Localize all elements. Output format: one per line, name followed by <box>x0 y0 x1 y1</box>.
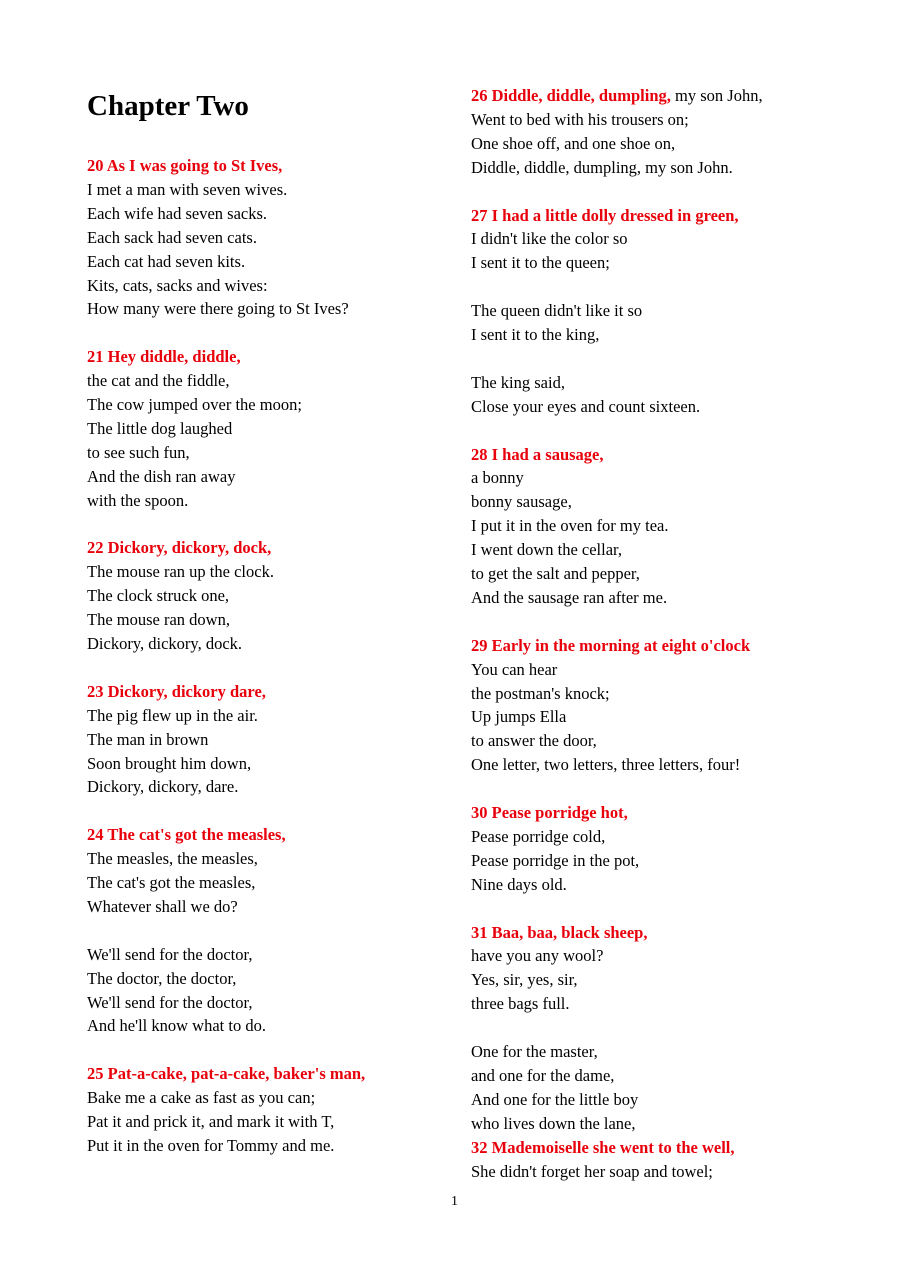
verse-line: And the sausage ran after me. <box>471 587 668 607</box>
rhyme-heading: 20 As I was going to St Ives, <box>87 156 283 175</box>
verse-line: have you any wool? <box>471 946 604 966</box>
verse-line: The cat's got the measles, <box>87 873 256 892</box>
verse-line: Pat it and prick it, and mark it with T, <box>87 1112 335 1131</box>
verse-line: Whatever shall we do? <box>87 896 238 916</box>
verse-line: I met a man with seven wives. <box>87 179 288 199</box>
rhyme-heading: 21 Hey diddle, diddle, <box>87 347 241 367</box>
verse-line: The king said, <box>471 372 565 392</box>
rhyme-heading: 25 Pat-a-cake, pat-a-cake, baker's man, <box>87 1064 366 1084</box>
verse-line: a bonny <box>471 468 524 488</box>
verse-line: The little dog laughed <box>87 418 233 438</box>
rhyme-heading: 30 Pease porridge hot, <box>471 803 628 822</box>
rhyme-heading: 23 Dickory, dickory dare, <box>87 681 266 701</box>
verse-line: Bake me a cake as fast as you can; <box>87 1088 316 1108</box>
verse-line: Each cat had seven kits. <box>87 251 246 271</box>
verse-line: three bags full. <box>471 994 570 1014</box>
page-number: 1 <box>451 1194 458 1209</box>
rhyme-heading: 22 Dickory, dickory, dock, <box>87 538 272 558</box>
rhyme-heading-line <box>471 801 628 825</box>
verse-line: She didn't forget her soap and towel; <box>471 1161 713 1181</box>
verse-line: And one for the little boy <box>471 1089 639 1109</box>
verse-line: Each wife had seven sacks. <box>87 203 268 223</box>
verse-line: Pease porridge in the pot, <box>471 850 640 870</box>
verse-line: The queen didn't like it so <box>471 301 643 321</box>
rhyme-heading: 31 Baa, baa, black sheep, <box>471 922 648 942</box>
verse-line: The doctor, the doctor, <box>87 968 237 988</box>
verse-line: Yes, sir, yes, sir, <box>471 970 578 990</box>
verse-line: The mouse ran down, <box>87 610 230 630</box>
verse-line: with the spoon. <box>87 490 189 510</box>
verse-line: Up jumps Ella <box>471 707 567 727</box>
verse-line: Went to bed with his trousers on; <box>471 109 689 129</box>
verse-line: The mouse ran up the clock. <box>87 562 274 582</box>
rhyme-heading: 28 I had a sausage, <box>471 444 604 464</box>
rhyme-heading-line <box>87 345 241 369</box>
rhyme-heading-line <box>471 84 763 108</box>
verse-line: And the dish ran away <box>87 466 236 486</box>
verse-line: And he'll know what to do. <box>87 1016 266 1036</box>
verse-line: to see such fun, <box>87 442 190 462</box>
verse-line: who lives down the lane, <box>471 1113 636 1133</box>
verse-line: I sent it to the queen; <box>471 253 610 273</box>
verse-line: the postman's knock; <box>471 683 610 703</box>
rhyme-heading: 29 Early in the morning at eight o'clock <box>471 635 751 655</box>
rhyme-heading-line <box>471 634 750 658</box>
verse-line: One shoe off, and one shoe on, <box>471 133 676 153</box>
rhyme-heading-line <box>87 680 266 704</box>
verse-line: Kits, cats, sacks and wives: <box>87 275 268 295</box>
verse-line: I put it in the oven for my tea. <box>471 516 669 536</box>
chapter-title: Chapter Two <box>87 90 249 122</box>
rhyme-heading-line <box>87 536 271 560</box>
verse-line: Each sack had seven cats. <box>87 227 257 247</box>
verse-line: I went down the cellar, <box>471 540 622 560</box>
verse-line: Soon brought him down, <box>87 753 252 773</box>
verse-line: bonny sausage, <box>471 492 572 512</box>
verse-line: Put it in the oven for Tommy and me. <box>87 1135 335 1155</box>
verse-line: Dickory, dickory, dare. <box>87 777 239 797</box>
rhyme-heading-rest: my son John, <box>670 86 763 105</box>
rhyme-heading-line <box>87 1062 365 1086</box>
verse-line: Dickory, dickory, dock. <box>87 634 243 653</box>
rhyme-heading-line <box>471 921 648 945</box>
rhyme-heading-line <box>471 1136 735 1160</box>
rhyme-heading: 26 Diddle, diddle, dumpling, <box>471 86 671 105</box>
rhyme-heading: 32 Mademoiselle she went to the well, <box>471 1137 735 1157</box>
verse-line: Close your eyes and count sixteen. <box>471 396 701 416</box>
verse-line: One letter, two letters, three letters, four! <box>471 755 741 775</box>
rhyme-heading-line <box>471 443 604 467</box>
verse-line: to get the salt and pepper, <box>471 564 640 583</box>
verse-line: The pig flew up in the air. <box>87 705 258 725</box>
verse-line: the cat and the fiddle, <box>87 371 230 391</box>
verse-line: The man in brown <box>87 729 209 749</box>
verse-line: How many were there going to St Ives? <box>87 299 349 319</box>
verse-line: I sent it to the king, <box>471 325 600 344</box>
rhyme-heading-line <box>87 154 282 178</box>
rhyme-heading: 24 The cat's got the measles, <box>87 825 286 845</box>
verse-line: One for the master, <box>471 1042 598 1061</box>
verse-line: and one for the dame, <box>471 1065 615 1085</box>
rhyme-heading: 27 I had a little dolly dressed in green, <box>471 205 739 225</box>
verse-line: The clock struck one, <box>87 586 230 606</box>
verse-line: I didn't like the color so <box>471 229 628 249</box>
verse-line: Diddle, diddle, dumpling, my son John. <box>471 157 733 177</box>
verse-line: We'll send for the doctor, <box>87 944 253 964</box>
rhyme-heading-line <box>471 204 739 228</box>
rhyme-heading-line <box>87 823 286 847</box>
verse-line: Pease porridge cold, <box>471 826 606 846</box>
verse-line: Nine days old. <box>471 874 567 894</box>
verse-line: You can hear <box>471 659 558 679</box>
verse-line: We'll send for the doctor, <box>87 992 253 1012</box>
verse-line: The measles, the measles, <box>87 849 258 869</box>
verse-line: The cow jumped over the moon; <box>87 395 302 414</box>
verse-line: to answer the door, <box>471 731 597 751</box>
